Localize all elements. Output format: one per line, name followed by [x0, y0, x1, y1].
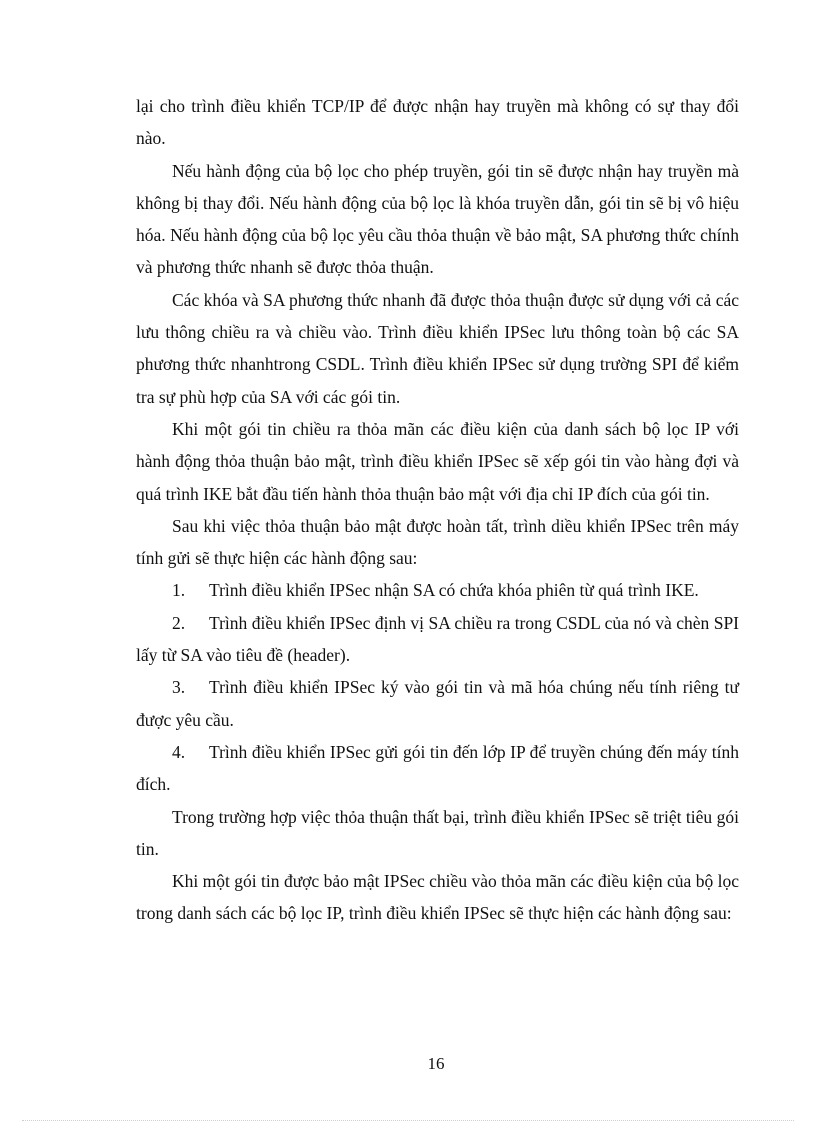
list-item-text: Trình điều khiển IPSec ký vào gói tin và mã hóa chúng nếu tính riêng tư được yêu cầu.	[136, 677, 739, 730]
list-item-text: Trình điều khiển IPSec định vị SA chiều ra trong CSDL của nó và chèn SPI lấy từ SA vào tiêu đề (header).	[136, 612, 739, 666]
paragraph-inbound-packet: Khi một gói tin được bảo mật IPSec chiều vào thỏa mãn các điều kiện của bộ lọc trong danh sách các bộ lọc IP, trình điều khiển IPSec sẽ thực hiện các hành động sau:	[136, 871, 739, 924]
page-number: 16	[427, 1054, 445, 1073]
list-item-number: 3.	[172, 677, 186, 698]
list-item-text: Trình điều khiển IPSec nhận SA có chứa khóa phiên từ quá trình IKE.	[209, 580, 699, 601]
list-item	[136, 574, 739, 606]
list-item-number: 2.	[172, 612, 186, 633]
list-item-number: 4.	[172, 741, 186, 762]
paragraph-negotiation-failure: Trong trường hợp việc thỏa thuận thất bại, trình điều khiển IPSec sẽ triệt tiêu gói tin.	[136, 806, 739, 859]
document-body	[136, 90, 739, 930]
paragraph-filter-action: Nếu hành động của bộ lọc cho phép truyền, gói tin sẽ được nhận hay truyền mà không bị thay đổi. Nếu hành động của bộ lọc là khóa truyền dẫn, gói tin sẽ bị vô hiệu hóa. Nếu hành động của bộ lọc yêu cầu thỏa thuận về bảo mật, SA phương thức chính và phương thức nhanh sẽ được thỏa thuận.	[136, 160, 739, 278]
list-item	[136, 736, 739, 801]
list-item-number: 1.	[172, 580, 186, 601]
list-item	[136, 607, 739, 672]
footer-divider	[22, 1120, 794, 1121]
paragraph-continuation: lại cho trình điều khiển TCP/IP để được nhận hay truyền mà không có sự thay đổi nào.	[136, 96, 739, 149]
paragraph-quick-mode-sa: Các khóa và SA phương thức nhanh đã được thỏa thuận được sử dụng với cả các lưu thông chiều ra và chiều vào. Trình điều khiển IPSec lưu thông toàn bộ các SA phương thức nhanhtrong CSDL. Trình điều khiển IPSec sử dụng trường SPI để kiểm tra sự phù hợp của SA với các gói tin.	[136, 289, 739, 407]
paragraph-after-negotiation: Sau khi việc thỏa thuận bảo mật được hoàn tất, trình diều khiển IPSec trên máy tính gửi sẽ thực hiện các hành động sau:	[136, 515, 739, 569]
list-item	[136, 671, 739, 736]
list-item-text: Trình điều khiển IPSec gửi gói tin đến lớp IP để truyền chúng đến máy tính đích.	[136, 741, 739, 795]
paragraph-outbound-packet: Khi một gói tin chiều ra thỏa mãn các điều kiện của danh sách bộ lọc IP với hành động thỏa thuận bảo mật, trình điều khiển IPSec sẽ xếp gói tin vào hàng đợi và quá trình IKE bắt đầu tiến hành thỏa thuận bảo mật với địa chỉ IP đích của gói tin.	[136, 418, 739, 504]
